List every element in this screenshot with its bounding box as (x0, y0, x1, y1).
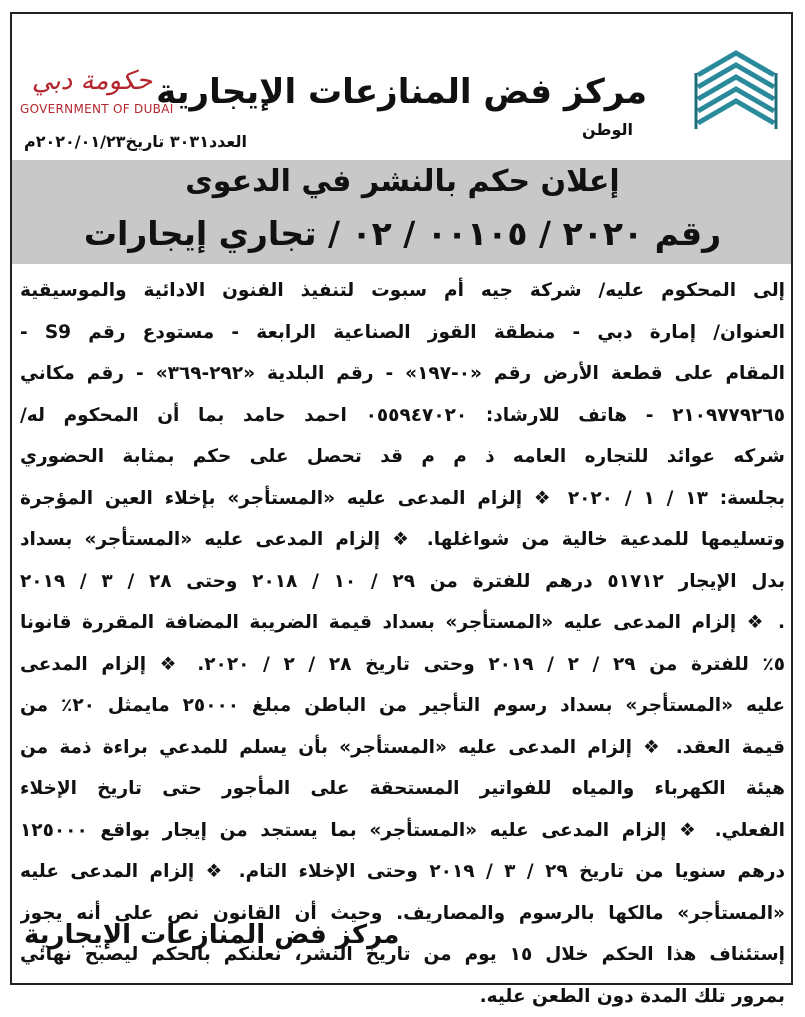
body-line: بجلسة: ١٣ / ١ / ٢٠٢٠ ❖ إلزام المدعى عليه «المستأجر» بإخلاء العين المؤجرة (20, 478, 785, 520)
case-number: رقم ٢٠٢٠ / ٠٠١٠٥ / ٠٢ / تجاري إيجارات (0, 214, 805, 253)
body-line: وتسليمها للمدعية خالية من شواغلها. ❖ إلزام المدعى عليه «المستأجر» بسداد (20, 519, 785, 561)
notice-body (20, 270, 785, 1017)
body-line: «المستأجر» مالكها بالرسوم والمصاريف. وحيث أن القانون نص على أنه يجوز (20, 893, 785, 935)
footer-signature: مركز فض المنازعات الإيجارية (24, 920, 399, 950)
issue-number-date: العدد٣٠٣١ تاريخ٢٠٢٠/٠١/٢٣م (24, 132, 247, 151)
body-line: هيئة الكهرباء والمياه للفواتير المستحقة على المأجور حتى تاريخ الإخلاء (20, 768, 785, 810)
body-line: عليه «المستأجر» بسداد رسوم التأجير من الباطن مبلغ ٢٥٠٠٠ مايمثل ٢٠٪ من (20, 685, 785, 727)
body-line: المقام على قطعة الأرض رقم «٠-١٩٧» - رقم البلدية «٢٩٢-٣٦٩» - رقم مكاني (20, 353, 785, 395)
body-line: درهم سنويا من تاريخ ٢٩ / ٣ / ٢٠١٩ وحتى الإخلاء التام. ❖ إلزام المدعى عليه (20, 851, 785, 893)
body-line: . ❖ إلزام المدعى عليه «المستأجر» بسداد قيمة الضريبة المضافة المقررة قانونا (20, 602, 785, 644)
body-line: العنوان/ إمارة دبي - منطقة القوز الصناعية الرابعة - مستودع رقم S9 - (20, 312, 785, 354)
government-of-dubai-logo-arabic: حكومة دبي (26, 66, 158, 96)
government-of-dubai-logo-english: GOVERNMENT OF DUBAI (20, 102, 174, 116)
body-line: إلى المحكوم عليه/ شركة جيه أم سبوت لتنفيذ الفنون الادائية والموسيقية (20, 270, 785, 312)
body-line: ٥٪ للفترة من ٢٩ / ٢ / ٢٠١٩ وحتى تاريخ ٢٨ / ٢ / ٢٠٢٠. ❖ إلزام المدعى (20, 644, 785, 686)
body-line: الفعلي. ❖ إلزام المدعى عليه «المستأجر» بما يستجد من إيجار بواقع ١٢٥٠٠٠ (20, 810, 785, 852)
body-line: ٢١٠٩٧٧٩٢٦٥ - هاتف للارشاد: ٠٥٥٩٤٧٠٢٠ احمد حامد بما أن المحكوم له/ (20, 395, 785, 437)
body-line: قيمة العقد. ❖ إلزام المدعى عليه «المستأجر» بأن يسلم للمدعي براءة ذمة من (20, 727, 785, 769)
rdc-logo-icon (690, 45, 782, 140)
body-line: بدل الإيجار ٥١٧١٢ درهم للفترة من ٢٩ / ١٠ / ٢٠١٨ وحتى ٢٨ / ٣ / ٢٠١٩ (20, 561, 785, 603)
body-line: شركه عوائد للتجاره العامه ذ م م قد تحصل على حكم بمثابة الحضوري (20, 436, 785, 478)
body-line: بمرور تلك المدة دون الطعن عليه. (20, 976, 785, 1017)
body-line: إستئناف هذا الحكم خلال ١٥ يوم من تاريخ النشر، نعلنكم بالحكم ليصبح نهائي (20, 934, 785, 976)
newspaper-source: الوطن (582, 120, 633, 139)
announcement-title: إعلان حكم بالنشر في الدعوى (0, 164, 805, 199)
rta-title: مركز فض المنازعات الإيجارية (156, 72, 647, 112)
